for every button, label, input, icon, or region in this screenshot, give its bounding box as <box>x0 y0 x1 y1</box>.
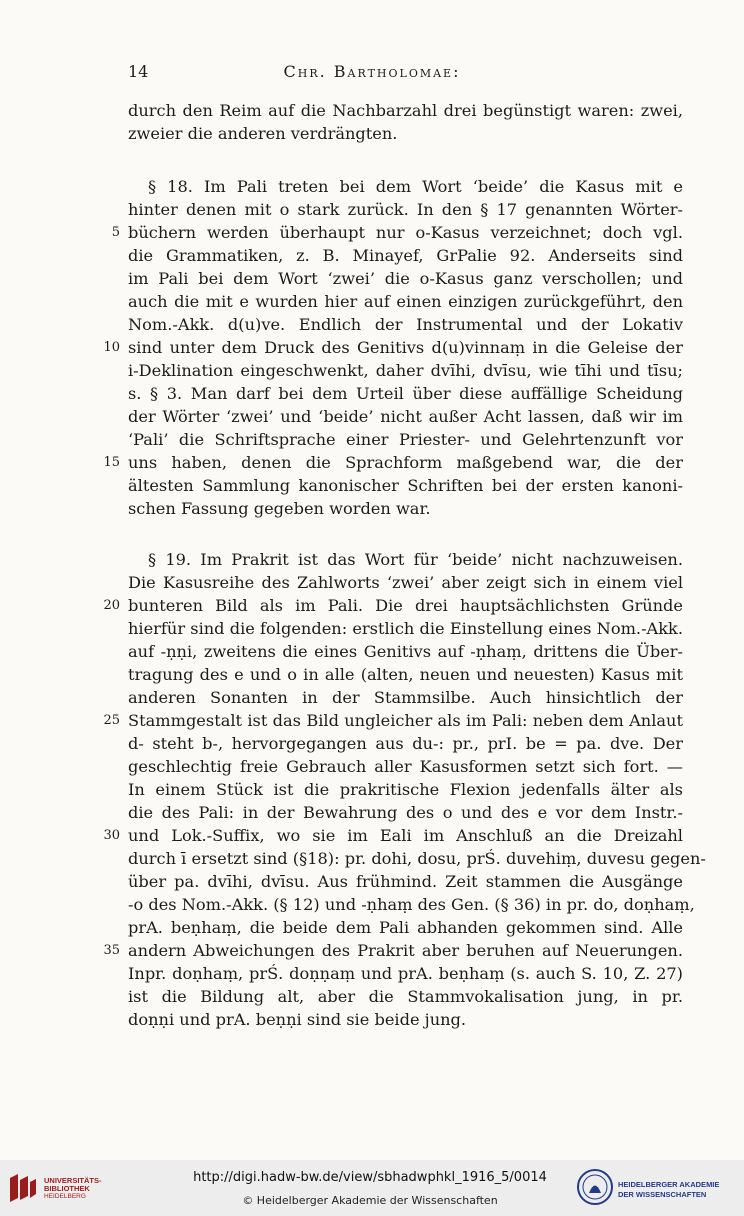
text-line: Nom.-Akk. d(u)ve. Endlich der Instrumental und der Lokativ <box>128 315 683 334</box>
text-line: prA. beṇhaṃ, die beide dem Pali abhanden gekommen sind. Alle <box>128 918 683 937</box>
text-line: durch ī ersetzt sind (§18): pr. dohi, dosu, prŚ. duvehiṃ, duvesu gegen- <box>128 849 706 868</box>
running-title: Chr. Bartholomae: <box>283 62 461 81</box>
text-line: und Lok.-Suffix, wo sie im Eali im Anschluß an die Dreizahl <box>128 826 683 845</box>
page-number: 14 <box>128 62 149 81</box>
text-line: die Grammatiken, z. B. Minayef, GrPalie 92. Anderseits sind <box>128 246 683 265</box>
text-line: In einem Stück ist die prakritische Flexion jedenfalls älter als <box>128 780 683 799</box>
text-line: bunteren Bild als im Pali. Die drei hauptsächlichsten Gründe <box>128 596 683 615</box>
academy-name-line2: DER WISSENSCHAFTEN <box>618 1190 707 1199</box>
permalink-url[interactable]: http://digi.hadw-bw.de/view/sbhadwphkl_1916_5/0014 <box>193 1170 547 1185</box>
running-header <box>0 62 744 86</box>
line-number: 30 <box>103 828 120 843</box>
copyright-notice: © Heidelberger Akademie der Wissenschaften <box>242 1194 498 1207</box>
academy-logo[interactable] <box>574 1168 744 1208</box>
text-line: Die Kasusreihe des Zahlworts ‘zwei’ aber zeigt sich in einem viel <box>128 573 683 592</box>
section-heading-line: § 18. Im Pali treten bei dem Wort ‘beide’ die Kasus mit e <box>148 177 683 196</box>
ub-city: HEIDELBERG <box>44 1193 86 1200</box>
text-line: zweier die anderen verdrängten. <box>128 124 398 143</box>
text-line: ältesten Sammlung kanonischer Schriften bei der ersten kanoni- <box>128 476 683 495</box>
text-line: sind unter dem Druck des Genitivs d(u)vinnaṃ in die Geleise der <box>128 338 683 357</box>
line-number: 5 <box>111 225 120 240</box>
university-library-logo[interactable] <box>6 1168 151 1208</box>
line-number: 25 <box>103 713 120 728</box>
ub-emblem-icon <box>6 1170 40 1206</box>
academy-name-line1: HEIDELBERGER AKADEMIE <box>618 1180 720 1189</box>
text-line: büchern werden überhaupt nur o-Kasus verzeichnet; doch vgl. <box>128 223 683 242</box>
text-line: hinter denen mit o stark zurück. In den § 17 genannten Wörter- <box>128 200 683 219</box>
text-line: doṇṇi und prA. beṇṇi sind sie beide jung. <box>128 1010 467 1029</box>
text-line: auch die mit e wurden hier auf einen einzigen zurückgeführt, den <box>128 292 683 311</box>
text-line: Inpr. doṇhaṃ, prŚ. doṇṇaṃ und prA. beṇhaṃ (s. auch S. 10, Z. 27) <box>128 964 683 983</box>
text-line: im Pali bei dem Wort ‘zwei’ die o-Kasus ganz verschollen; und <box>128 269 683 288</box>
viewer-footer <box>0 1160 744 1216</box>
text-line: d- steht b-, hervorgegangen aus du-: pr., prI. be = pa. dve. Der <box>128 734 683 753</box>
text-line: Stammgestalt ist das Bild ungleicher als im Pali: neben dem Anlaut <box>128 711 683 730</box>
academy-seal-icon <box>576 1168 614 1206</box>
text-line: -o des Nom.-Akk. (§ 12) und -ṇhaṃ des Gen. (§ 36) in pr. do, doṇhaṃ, <box>128 895 695 914</box>
line-number: 10 <box>103 340 120 355</box>
text-line: geschlechtig freie Gebrauch aller Kasusformen setzt sich fort. — <box>128 757 683 776</box>
text-line: der Wörter ‘zwei’ und ‘beide’ nicht außer Acht lassen, daß wir im <box>128 407 683 426</box>
text-line: hierfür sind die folgenden: erstlich die Einstellung eines Nom.-Akk. <box>128 619 683 638</box>
ub-name: UNIVERSITÄTS-BIBLIOTHEK <box>44 1176 102 1193</box>
line-number: 20 <box>103 598 120 613</box>
text-line: schen Fassung gegeben worden war. <box>128 499 431 518</box>
text-line: ist die Bildung alt, aber die Stammvokalisation jung, in pr. <box>128 987 683 1006</box>
text-line: anderen Sonanten in der Stammsilbe. Auch hinsichtlich der <box>128 688 683 707</box>
line-number: 35 <box>103 943 120 958</box>
text-line: ‘Pali’ die Schriftsprache einer Priester- und Gelehrtenzunft vor <box>128 430 683 449</box>
line-number: 15 <box>103 455 120 470</box>
text-line: s. § 3. Man darf bei dem Urteil über diese auffällige Scheidung <box>128 384 683 403</box>
text-line: durch den Reim auf die Nachbarzahl drei begünstigt waren: zwei, <box>128 101 683 120</box>
text-line: auf -ṇṇi, zweitens die eines Genitivs auf -ṇhaṃ, drittens die Über- <box>128 642 683 661</box>
text-line: i-Deklination eingeschwenkt, daher dvīhi, dvīsu, wie tīhi und tīsu; <box>128 361 683 380</box>
text-line: uns haben, denen die Sprachform maßgebend war, die der <box>128 453 683 472</box>
text-line: die des Pali: in der Bewahrung des o und des e vor dem Instr.- <box>128 803 683 822</box>
section-heading-line: § 19. Im Prakrit ist das Wort für ‘beide’ nicht nachzuweisen. <box>148 550 683 569</box>
text-line: tragung des e und o in alle (alten, neuen und neuesten) Kasus mit <box>128 665 683 684</box>
text-line: andern Abweichungen des Prakrit aber beruhen auf Neuerungen. <box>128 941 683 960</box>
text-line: über pa. dvīhi, dvīsu. Aus frühmind. Zeit stammen die Ausgänge <box>128 872 683 891</box>
